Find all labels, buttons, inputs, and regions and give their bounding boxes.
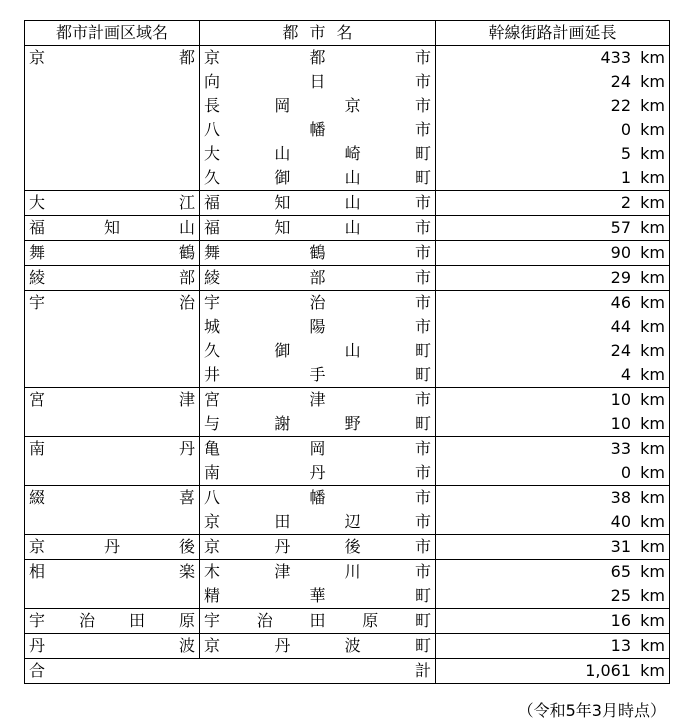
table-row: [25, 315, 670, 339]
length-cell: [436, 241, 670, 266]
length-cell: [436, 266, 670, 291]
city-cell-text: 久 御 山 町: [204, 168, 431, 187]
city-cell-text: 京 都 市: [204, 48, 431, 67]
city-cell: [200, 412, 436, 437]
city-cell: [200, 339, 436, 363]
length-cell-value: 2: [620, 193, 631, 212]
unit-label: km: [640, 218, 665, 237]
table-row: [25, 191, 670, 216]
length-cell: [436, 216, 670, 241]
header-length: 幹線街路計画延長: [436, 21, 670, 46]
length-cell: [436, 118, 670, 142]
city-cell-text: 八 幡 市: [204, 488, 431, 507]
unit-label: km: [640, 243, 665, 262]
city-cell-text: 宇 治 市: [204, 293, 431, 312]
area-cell: [25, 241, 200, 266]
area-cell-text: 福 知 山: [29, 218, 195, 237]
total-label-cell-text: 合 計: [29, 661, 431, 680]
unit-label: km: [640, 341, 665, 360]
length-cell-value: 24: [610, 341, 631, 360]
area-cell-text: 大 江: [29, 193, 195, 212]
length-cell-value: 65: [610, 562, 631, 581]
city-cell: [200, 70, 436, 94]
length-cell: [436, 510, 670, 535]
city-cell: [200, 560, 436, 585]
length-cell: [436, 388, 670, 413]
length-cell: [436, 412, 670, 437]
unit-label: km: [640, 120, 665, 139]
area-cell-text: 京 丹 後: [29, 537, 195, 556]
area-cell: [25, 437, 200, 462]
table-row: [25, 388, 670, 413]
city-cell-text: 久 御 山 町: [204, 341, 431, 360]
area-cell: [25, 142, 200, 166]
length-cell-value: 24: [610, 72, 631, 91]
area-cell: [25, 388, 200, 413]
city-cell-text: 木 津 川 市: [204, 562, 431, 581]
area-cell: [25, 510, 200, 535]
city-cell: [200, 510, 436, 535]
length-cell: [436, 70, 670, 94]
unit-label: km: [640, 365, 665, 384]
length-cell-value: 38: [610, 488, 631, 507]
city-cell-text: 綾 部 市: [204, 268, 431, 287]
city-cell-text: 福 知 山 市: [204, 193, 431, 212]
city-cell: [200, 266, 436, 291]
city-cell-text: 京 丹 後 市: [204, 537, 431, 556]
city-cell: [200, 461, 436, 486]
unit-label: km: [640, 48, 665, 67]
table-row: [25, 486, 670, 511]
area-cell-text: 綾 部: [29, 268, 195, 287]
city-cell-text: 舞 鶴 市: [204, 243, 431, 262]
table-row: [25, 437, 670, 462]
total-row: [25, 659, 670, 684]
table-row: [25, 166, 670, 191]
total-length-cell: [436, 659, 670, 684]
unit-label: km: [640, 390, 665, 409]
length-cell-value: 46: [610, 293, 631, 312]
header-city-text: 都 市 名: [282, 23, 353, 42]
city-cell-text: 宮 津 市: [204, 390, 431, 409]
table-row: [25, 363, 670, 388]
area-cell: [25, 584, 200, 609]
table-row: [25, 584, 670, 609]
table-row: [25, 46, 670, 71]
city-cell-text: 亀 岡 市: [204, 439, 431, 458]
unit-label: km: [640, 414, 665, 433]
header-area: 都市計画区域名: [25, 21, 200, 46]
area-cell: [25, 634, 200, 659]
length-cell: [436, 166, 670, 191]
area-cell-text: 京 都: [29, 48, 195, 67]
area-cell: [25, 291, 200, 316]
length-cell-value: 0: [620, 463, 631, 482]
unit-label: km: [640, 72, 665, 91]
city-cell: [200, 609, 436, 634]
length-cell-value: 90: [610, 243, 631, 262]
city-cell: [200, 94, 436, 118]
length-cell: [436, 609, 670, 634]
length-cell: [436, 461, 670, 486]
length-cell-value: 1: [620, 168, 631, 187]
length-cell-value: 22: [610, 96, 631, 115]
table-row: [25, 266, 670, 291]
length-cell: [436, 191, 670, 216]
city-cell: [200, 535, 436, 560]
total-length-cell-value: 1,061: [585, 661, 631, 680]
table-row: [25, 118, 670, 142]
city-cell-text: 南 丹 市: [204, 463, 431, 482]
area-cell: [25, 461, 200, 486]
unit-label: km: [640, 168, 665, 187]
area-cell-text: 宮 津: [29, 390, 195, 409]
length-cell: [436, 486, 670, 511]
length-cell: [436, 315, 670, 339]
table-body: [25, 46, 670, 684]
city-cell-text: 与 謝 野 町: [204, 414, 431, 433]
city-cell: [200, 118, 436, 142]
area-cell: [25, 166, 200, 191]
length-cell-value: 4: [620, 365, 631, 384]
header-city: [200, 21, 436, 46]
area-cell: [25, 609, 200, 634]
length-cell-value: 5: [620, 144, 631, 163]
table-row: [25, 535, 670, 560]
city-cell-text: 宇 治 田 原 町: [204, 611, 431, 630]
unit-label: km: [640, 193, 665, 212]
city-cell: [200, 142, 436, 166]
length-cell-value: 29: [610, 268, 631, 287]
table-row: [25, 560, 670, 585]
city-cell: [200, 216, 436, 241]
area-cell: [25, 560, 200, 585]
unit-label: km: [640, 463, 665, 482]
length-cell: [436, 94, 670, 118]
city-cell: [200, 166, 436, 191]
total-label-cell: [25, 659, 436, 684]
city-cell: [200, 241, 436, 266]
city-cell: [200, 191, 436, 216]
area-cell-text: 宇 治: [29, 293, 195, 312]
length-cell: [436, 584, 670, 609]
area-cell: [25, 535, 200, 560]
area-cell-text: 舞 鶴: [29, 243, 195, 262]
length-cell-value: 13: [610, 636, 631, 655]
area-cell: [25, 339, 200, 363]
unit-label: km: [640, 636, 665, 655]
length-cell: [436, 560, 670, 585]
unit-label: km: [640, 293, 665, 312]
length-cell: [436, 535, 670, 560]
table-row: [25, 634, 670, 659]
area-cell: [25, 191, 200, 216]
length-cell-value: 31: [610, 537, 631, 556]
unit-label: km: [640, 586, 665, 605]
table-row: [25, 70, 670, 94]
area-cell: [25, 315, 200, 339]
city-cell-text: 井 手 町: [204, 365, 431, 384]
city-cell-text: 京 丹 波 町: [204, 636, 431, 655]
city-cell: [200, 634, 436, 659]
length-cell: [436, 437, 670, 462]
city-cell: [200, 388, 436, 413]
length-cell: [436, 339, 670, 363]
length-cell: [436, 46, 670, 71]
length-cell: [436, 634, 670, 659]
unit-label: km: [640, 268, 665, 287]
unit-label: km: [640, 144, 665, 163]
city-cell: [200, 437, 436, 462]
area-cell-text: 南 丹: [29, 439, 195, 458]
length-cell-value: 10: [610, 414, 631, 433]
length-cell: [436, 291, 670, 316]
area-cell: [25, 70, 200, 94]
city-cell: [200, 363, 436, 388]
length-cell-value: 40: [610, 512, 631, 531]
table-row: [25, 412, 670, 437]
city-cell-text: 長 岡 京 市: [204, 96, 431, 115]
unit-label: km: [640, 512, 665, 531]
city-cell: [200, 315, 436, 339]
length-cell-value: 57: [610, 218, 631, 237]
unit-label: km: [640, 537, 665, 556]
date-note: （令和5年3月時点）: [517, 701, 666, 720]
area-cell-text: 宇 治 田 原: [29, 611, 195, 630]
unit-label: km: [640, 562, 665, 581]
length-cell: [436, 142, 670, 166]
city-cell-text: 大 山 崎 町: [204, 144, 431, 163]
length-cell-value: 44: [610, 317, 631, 336]
table-row: [25, 609, 670, 634]
length-cell-value: 433: [600, 48, 631, 67]
city-cell-text: 精 華 町: [204, 586, 431, 605]
city-cell: [200, 486, 436, 511]
table-row: [25, 94, 670, 118]
city-cell-text: 福 知 山 市: [204, 218, 431, 237]
area-cell: [25, 363, 200, 388]
table-row: [25, 291, 670, 316]
area-cell: [25, 46, 200, 71]
city-cell-text: 城 陽 市: [204, 317, 431, 336]
area-cell: [25, 266, 200, 291]
area-cell-text: 綴 喜: [29, 488, 195, 507]
unit-label: km: [640, 611, 665, 630]
unit-label: km: [640, 96, 665, 115]
area-cell: [25, 94, 200, 118]
unit-label: km: [640, 661, 665, 680]
table-row: [25, 241, 670, 266]
length-cell-value: 0: [620, 120, 631, 139]
unit-label: km: [640, 439, 665, 458]
city-cell-text: 向 日 市: [204, 72, 431, 91]
area-cell: [25, 118, 200, 142]
length-cell-value: 10: [610, 390, 631, 409]
area-cell: [25, 486, 200, 511]
length-cell-value: 16: [610, 611, 631, 630]
city-cell: [200, 584, 436, 609]
length-cell: [436, 363, 670, 388]
unit-label: km: [640, 317, 665, 336]
city-cell: [200, 291, 436, 316]
city-cell-text: 京 田 辺 市: [204, 512, 431, 531]
table-row: [25, 339, 670, 363]
city-cell: [200, 46, 436, 71]
table-row: [25, 216, 670, 241]
city-cell-text: 八 幡 市: [204, 120, 431, 139]
unit-label: km: [640, 488, 665, 507]
area-cell-text: 相 楽: [29, 562, 195, 581]
length-cell-value: 25: [610, 586, 631, 605]
table-row: [25, 461, 670, 486]
area-cell: [25, 412, 200, 437]
area-cell: [25, 216, 200, 241]
length-cell-value: 33: [610, 439, 631, 458]
table-row: [25, 510, 670, 535]
area-cell-text: 丹 波: [29, 636, 195, 655]
header-row: [25, 21, 670, 46]
road-length-table: [24, 20, 670, 684]
table-row: [25, 142, 670, 166]
